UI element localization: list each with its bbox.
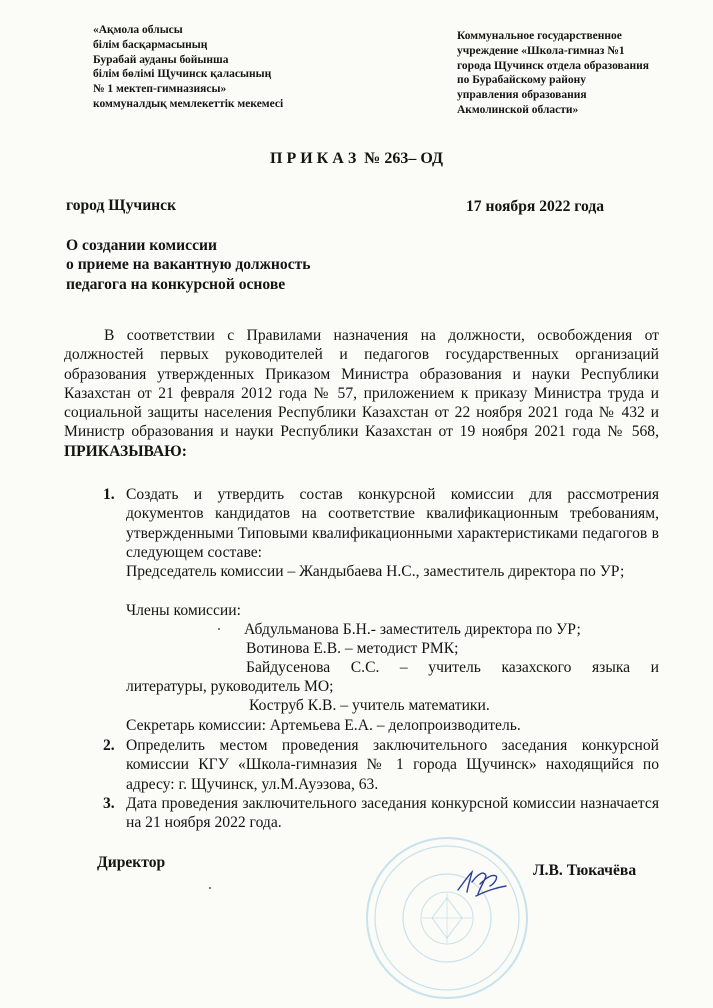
subject-line: О создании комиссии [66,237,217,254]
header-right-line: по Бурабайскому району [457,74,587,87]
official-stamp [352,818,532,1008]
commission-secretary: Секретарь комиссии: Артемьева Е.А. – делопроизводитель. [126,717,521,734]
director-signature [454,862,514,902]
scan-speck [209,887,211,889]
members-label: Члены комиссии: [126,602,241,619]
header-left-line: білім бөлімі Щучинск қаласының [93,68,272,81]
header-left-line: білім басқармасының [93,38,208,51]
director-name: Л.В. Тюкачёва [533,862,637,879]
header-right-line: Акмолинской области» [457,103,579,116]
commission-member-continued: литературы, руководитель МО; [126,678,334,695]
preamble-text: В соответствии с Правилами назначения на должности, освобождения от должностей первых руководителей и педагогов государственных организаций образования утвержденных Приказом Министра образования и науки Республики Казахстан от 21 февраля 2012 года № 57, приложением к приказу Министра труда и социальной защиты населения Республики Казахстан от 22 ноября 2021 года № 432 и Министр образования и науки Республики Казахстан от 19 ноября 2021 года № 568, [64,327,659,441]
order-subject [66,236,311,294]
header-left-line: № 1 мектеп-гимназиясы» [93,83,227,96]
item-number: 3. [103,795,115,812]
item-1-text: Создать и утвердить состав конкурсной комиссии для рассмотрения документов кандидатов на соответствие квалификационным требованиям, утвержденными Типовыми квалификационными характеристиками педагогов в следующем составе: [126,486,659,561]
header-right-line: города Щучинск отдела образования [457,59,649,72]
item-number: 2. [103,737,115,754]
commission-member: Коструб К.В. – учитель математики. [249,697,490,714]
header-right [457,29,649,118]
header-left-line: «Ақмола облысы [93,24,183,36]
commission-member: Вотинова Е.В. – методист РМК; [246,640,459,657]
commission-chairman: Председатель комиссии – Жандыбаева Н.С., заместитель директора по УР; [126,563,625,580]
commission-member: Абдульманова Б.Н.- заместитель директора по УР; [244,621,581,638]
director-title: Директор [97,854,166,871]
commission-member: Байдусенова С.С. – учитель казахского языка и [246,659,659,676]
item-3-text: Дата проведения заключительного заседания конкурсной комиссии назначается на 21 ноября 2022 года. [126,795,659,832]
header-right-line: Коммунальное государственное [457,30,622,42]
order-verb: ПРИКАЗЫВАЮ: [64,442,187,460]
subject-line: о приеме на вакантную должность [66,256,311,274]
scan-speck [218,628,220,630]
header-left-line: Бурабай ауданы бойынша [93,53,229,66]
item-2-text: Определить местом проведения заключительного заседания конкурсной комиссии КГУ «Школа-гимназия № 1 города Щучинск» находящийся по адресу: г. Щучинск, ул.М.Ауэзова, 63. [126,737,659,793]
subject-line: педагога на конкурсной основе [66,275,286,293]
item-number: 1. [103,486,115,503]
header-right-line: учреждение «Школа-гимназ №1 [457,44,625,57]
header-left [93,23,283,112]
order-date: 17 ноября 2022 года [466,198,605,215]
header-right-line: управления образования [457,89,587,102]
city: город Щучинск [66,197,177,214]
header-left-line: коммуналдық мемлекеттік мекемесі [93,97,284,110]
order-title: П Р И К А З № 263– ОД [270,150,443,167]
preamble-paragraph [64,326,659,461]
